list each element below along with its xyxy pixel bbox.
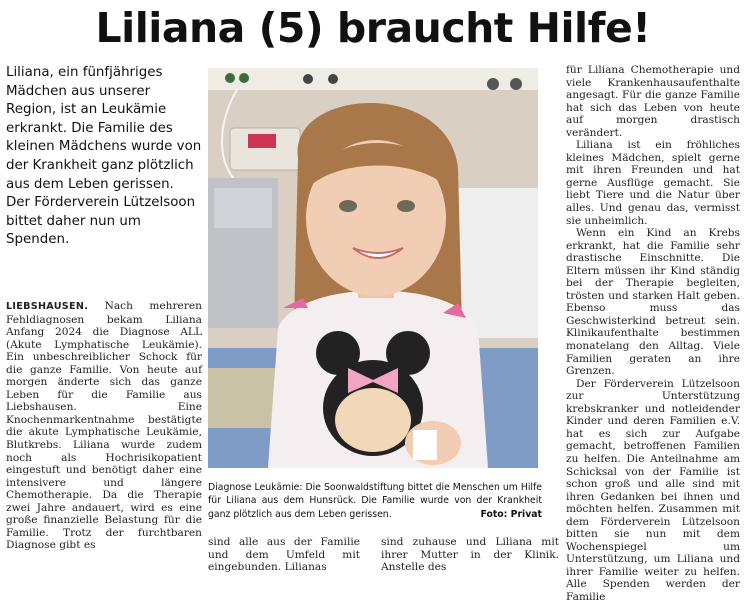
wall-outlet-icon	[328, 74, 338, 84]
col4-paragraph-3: Wenn ein Kind an Krebs erkrankt, hat die Familie sehr drastische Einschnitte. Die Eltern müssen ihr Kind ständig bei der Therapie begleiten, trösten und starken Halt geben. Ebenso muss das Geschwisterkind betreut sein. Klinikaufenthalte bestimmen monatelang den Alltag. Viele Familien geraten an ihre Grenzen.	[566, 227, 740, 378]
wall-outlet-icon	[239, 73, 249, 83]
wall-outlet-icon	[487, 78, 499, 90]
bandage	[413, 430, 437, 460]
article-column-2	[208, 536, 360, 574]
photo-caption	[208, 481, 542, 521]
minnie-face	[335, 388, 411, 452]
lead-paragraph: Liliana, ein fünfjähriges Mädchen aus unserer Region, ist an Leukämie erkrankt. Die Familie des kleinen Mädchens wurde von der Krankheit ganz plötzlich aus dem Leben gerissen. Der Förderverein Lützelsoon bittet daher nun um Spenden.	[6, 65, 202, 248]
col4-paragraph-2: Liliana ist ein fröhliches kleines Mädchen, spielt gerne mit ihren Freunden und hat gerne Ausflüge gemacht. Sie liebt Tiere und die Natur über alles. Und genau das, vermisst sie unheimlich.	[566, 139, 740, 227]
article-column-3	[381, 536, 559, 574]
eye-right	[397, 200, 415, 212]
col1-text: Nach mehreren Fehldiagnosen bekam Liliana Anfang 2024 die Diagnose ALL (Akute Lymphatische Leukämie). Ein unbeschreiblicher Schock für die ganze Familie. Von heute auf morgen änderte sich das ganze Leben für die Familie aus Liebshausen. Eine Knochenmarkentnahme bestätigte die akute Lymphatische Leukämie, Blutkrebs. Liliana wurde zudem noch als Hochrisikopatient eingestuft und benötigt daher eine intensivere und längere Chemotherapie. Da die Therapie zwei Jahre andauert, wird es eine große finanzielle Belastung für die Familie. Trotz der furchtbaren Diagnose gibt es	[6, 300, 202, 552]
wall-outlet-icon	[303, 74, 313, 84]
col4-paragraph-4: Der Förderverein Lützelsoon zur Unterstützung krebskranker und notleidender Kinder und deren Familien e.V. hat es sich zur Aufgabe gemacht, betroffenen Familien zu helfen. Die Anteilnahme am Schicksal von der Familie ist schon groß und alle sind mit ihren Gedanken bei ihnen und möchten helfen. Zusammen mit dem Förderverein Lützelsoon bitten sie nun mit dem Wochenspiegel um Unterstützung, um Liliana und ihrer Familie weiter zu helfen. Alle Spenden werden der Familie	[566, 377, 740, 603]
article-column-1	[6, 300, 202, 552]
photo-illustration	[208, 68, 538, 468]
eye-left	[339, 200, 357, 212]
cabinet-drawer	[214, 188, 272, 228]
article-column-4	[566, 64, 740, 604]
book	[208, 368, 278, 428]
col4-paragraph-1: für Liliana Chemotherapie und viele Krankenhausaufenthalte angesagt. Für die ganze Familie hat sich das Leben von heute auf morgen drastisch verändert.	[566, 64, 740, 139]
dateline: LIEBSHAUSEN.	[6, 301, 89, 312]
device-display	[248, 134, 276, 148]
wall-outlet-icon	[225, 73, 235, 83]
col1-paragraph	[6, 300, 202, 552]
photo-credit: Foto: Privat	[480, 508, 542, 520]
col2-text: sind alle aus der Familie und dem Umfeld mit eingebunden. Lilianas	[208, 536, 360, 574]
headline: Liliana (5) braucht Hilfe!	[95, 4, 651, 52]
pillow	[458, 188, 538, 338]
caption-text: Diagnose Leukämie: Die Soonwaldstiftung bittet die Menschen um Hilfe für Liliana aus dem Hunsrück. Die Familie wurde von der Krankheit ganz plötzlich aus dem Leben gerissen.	[208, 482, 542, 520]
col3-text: sind zuhause und Liliana mit ihrer Mutter in der Klinik. Anstelle des	[381, 536, 559, 574]
article-photo	[208, 68, 538, 468]
wall-outlet-icon	[510, 78, 522, 90]
